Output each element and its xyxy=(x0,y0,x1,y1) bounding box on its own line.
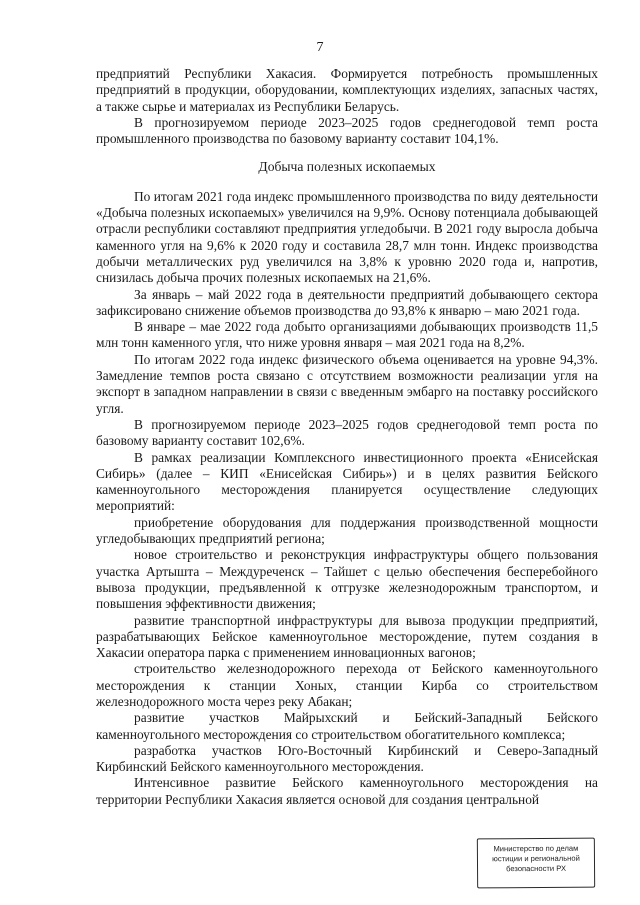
page-number: 7 xyxy=(316,40,324,55)
list-item-railway-crossing: строительство железнодорожного перехода от Бейского каменноугольного месторождения к станции Хоных, станции Кирба со строительством железнодорожного моста через реку Абакан; xyxy=(96,661,598,709)
list-item-railway-section: новое строительство и реконструкция инфраструктуры общего пользования участка Артышта – Междуреченск – Тайшет с целью обеспечения бесперебойного вывоза продукции, предъявленной к отгрузке железнодорожным транспортом, и повышения эффективности движения; xyxy=(96,547,598,612)
paragraph-kip-intro: В рамках реализации Комплексного инвестиционного проекта «Енисейская Сибирь» (далее – КИП «Енисейская Сибирь») и в целях развития Бейского каменноугольного месторождения планируется осуществление следующих мероприятий: xyxy=(96,449,598,514)
document-body xyxy=(96,66,598,808)
list-item-transport-infrastructure: развитие транспортной инфраструктуры для вывоза продукции предприятий, разрабатывающих Бейское каменноугольное месторождение, путем создания в Хакасии оператора парка с применением инновационных вагонов; xyxy=(96,612,598,661)
ministry-stamp xyxy=(477,838,595,889)
stamp-line: юстиции и региональной xyxy=(492,853,580,864)
paragraph-2021-results: По итогам 2021 года индекс промышленного производства по виду деятельности «Добыча полезных ископаемых» увеличился на 9,9%. Основу потенциала добывающей отрасли республики составляют предприятия угледобычи. В 2021 году выросла добыча каменного угля на 9,6% к 2020 году и составила 28,7 млн тонн. Индекс производства добычи металлических руд увеличился на 3,8% к уровню 2020 года и, напротив, снизилась добыча прочих полезных ископаемых на 21,6%. xyxy=(96,188,598,286)
list-item-kirba-development: разработка участков Юго-Восточный Кирбинский и Северо-Западный Кирбинский Бейского каменноугольного месторождения. xyxy=(96,742,598,775)
paragraph-coal-output: В январе – мае 2022 года добыто организациями добывающих производств 11,5 млн тонн каменного угля, что ниже уровня января – мая 2021 года на 8,2%. xyxy=(96,319,598,351)
stamp-line: Министерство по делам xyxy=(493,843,579,854)
paragraph-intensive-development: Интенсивное развитие Бейского каменноугольного месторождения на территории Республики Хакасия является основой для создания центральной xyxy=(96,775,598,807)
paragraph-jan-may-decline: За январь – май 2022 года в деятельности предприятий добывающего сектора зафиксировано снижение объемов производства до 93,8% к январю – маю 2021 года. xyxy=(96,286,598,318)
list-item-equipment: приобретение оборудования для поддержания производственной мощности угледобывающих предприятий региона; xyxy=(96,514,598,547)
paragraph-continuation: предприятий Республики Хакасия. Формируется потребность промышленных предприятий в продукции, оборудовании, комплектующих изделиях, запасных частях, а также сырье и материалах из Республики Беларусь. xyxy=(96,66,598,114)
stamp-line: безопасности РХ xyxy=(506,863,567,874)
paragraph-2022-estimate: По итогам 2022 года индекс физического объема оценивается на уровне 94,3%. Замедление темпов роста связано с отсутствием возможности реализации угля на экспорт в западном направлении в связи с введенным эмбарго на поставку российского угля. xyxy=(96,351,598,416)
list-item-mairykh-development: развитие участков Майрыхский и Бейский-Западный Бейского каменноугольного месторождения со строительством обогатительного комплекса; xyxy=(96,710,598,742)
paragraph-forecast-industry: В прогнозируемом периоде 2023–2025 годов среднегодовой темп роста промышленного производства по базовому варианту составит 104,1%. xyxy=(96,114,598,147)
section-heading: Добыча полезных ископаемых xyxy=(258,159,436,175)
paragraph-forecast-mining: В прогнозируемом периоде 2023–2025 годов среднегодовой темп роста по базовому варианту составит 102,6%. xyxy=(96,416,598,449)
